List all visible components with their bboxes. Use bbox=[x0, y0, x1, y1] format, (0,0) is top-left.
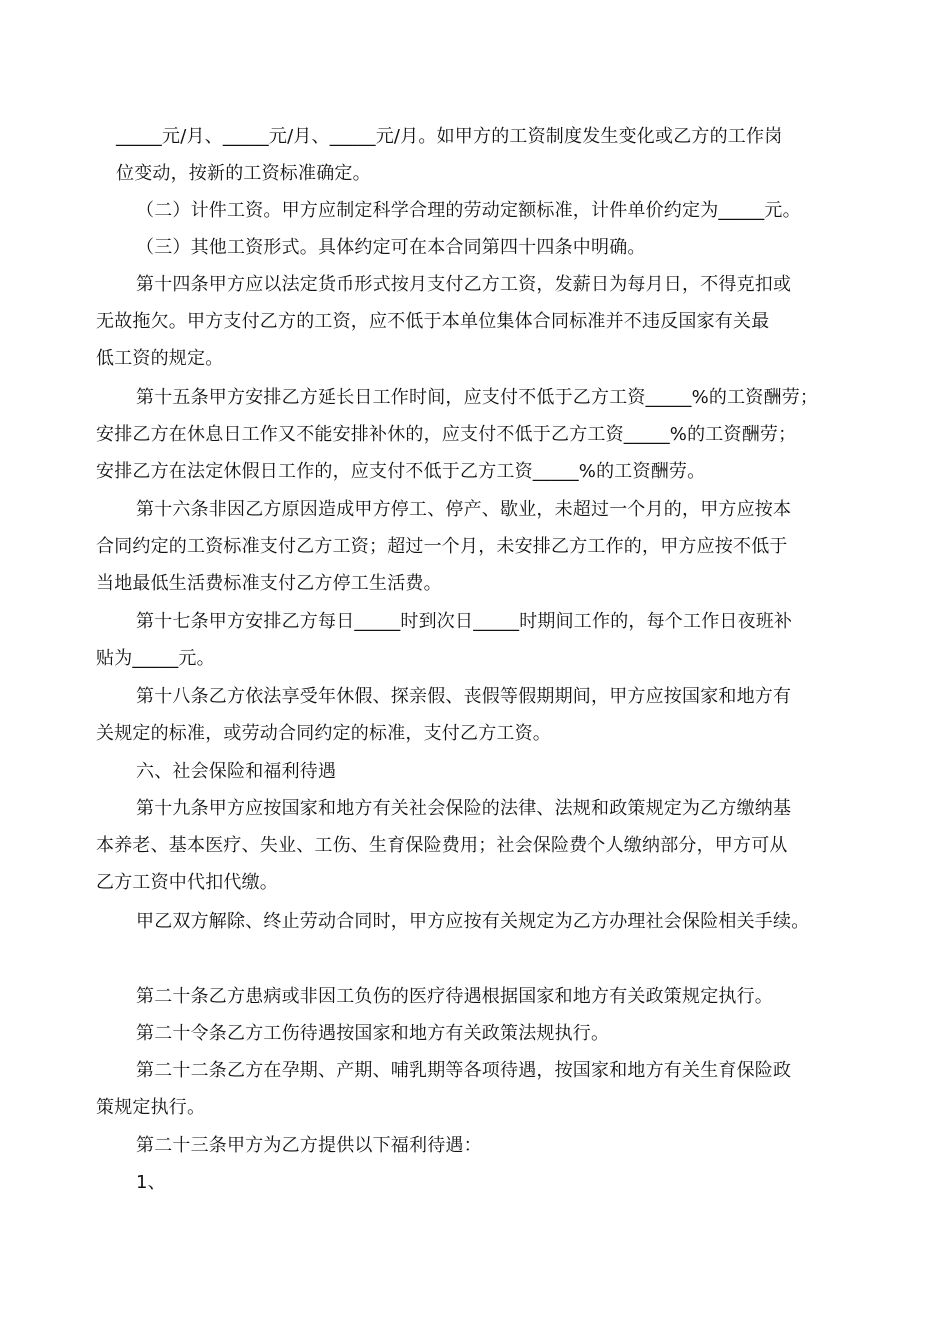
text-line: 位变动，按新的工资标准确定。 bbox=[116, 163, 371, 184]
text-line: 安排乙方在休息日工作又不能安排补休的，应支付不低于乙方工资_____%的工资酬劳； bbox=[96, 424, 797, 445]
text-line: 第二十令条乙方工伤待遇按国家和地方有关政策法规执行。 bbox=[136, 1023, 610, 1044]
paragraph-article-21 bbox=[116, 1015, 846, 1052]
text-line: 甲乙双方解除、终止劳动合同时，甲方应按有关规定为乙方办理社会保险相关手续。 bbox=[136, 911, 810, 932]
section-heading-social-insurance bbox=[116, 753, 846, 790]
text-line: 合同约定的工资标准支付乙方工资；超过一个月，未安排乙方工作的，甲方应按不低于 bbox=[96, 536, 788, 557]
text-line: 第十六条非因乙方原因造成甲方停工、停产、歇业，未超过一个月的，甲方应按本 bbox=[136, 499, 792, 520]
text-line: 策规定执行。 bbox=[96, 1097, 206, 1118]
text-line: 低工资的规定。 bbox=[96, 348, 224, 369]
text-line: _____元/月、_____元/月、_____元/月。如甲方的工资制度发生变化或乙方的工作岗 bbox=[116, 126, 783, 147]
paragraph-piece-wage bbox=[116, 192, 846, 229]
paragraph-article-15 bbox=[96, 379, 846, 490]
paragraph-article-18 bbox=[96, 678, 846, 752]
text-line: 关规定的标准，或劳动合同约定的标准，支付乙方工资。 bbox=[96, 723, 551, 744]
list-item-1 bbox=[116, 1164, 846, 1201]
paragraph-other-wage bbox=[116, 229, 846, 266]
text-line: （二）计件工资。甲方应制定科学合理的劳动定额标准，计件单价约定为_____元。 bbox=[136, 200, 801, 221]
paragraph-article-19 bbox=[96, 790, 846, 901]
text-line: 六、社会保险和福利待遇 bbox=[136, 761, 337, 782]
text-line: 1、 bbox=[136, 1172, 166, 1193]
paragraph-wage-standard bbox=[116, 118, 846, 192]
text-line: 第二十条乙方患病或非因工负伤的医疗待遇根据国家和地方有关政策规定执行。 bbox=[136, 986, 773, 1007]
text-line: 乙方工资中代扣代缴。 bbox=[96, 872, 278, 893]
text-line: 第十九条甲方应按国家和地方有关社会保险的法律、法规和政策规定为乙方缴纳基 bbox=[136, 798, 792, 819]
paragraph-article-20 bbox=[116, 978, 846, 1015]
text-line: 第十七条甲方安排乙方每日_____时到次日_____时期间工作的，每个工作日夜班补 bbox=[136, 611, 793, 632]
text-line: 无故拖欠。甲方支付乙方的工资，应不低于本单位集体合同标准并不违反国家有关最 bbox=[96, 311, 770, 332]
text-line: 本养老、基本医疗、失业、工伤、生育保险费用；社会保险费个人缴纳部分，甲方可从 bbox=[96, 835, 788, 856]
paragraph-article-23 bbox=[116, 1127, 846, 1164]
text-line: 第十五条甲方安排乙方延长日工作时间，应支付不低于乙方工资_____%的工资酬劳； bbox=[136, 387, 819, 408]
text-line: 第二十二条乙方在孕期、产期、哺乳期等各项待遇，按国家和地方有关生育保险政 bbox=[136, 1060, 792, 1081]
paragraph-article-22 bbox=[96, 1052, 846, 1126]
text-line: 第二十三条甲方为乙方提供以下福利待遇： bbox=[136, 1135, 482, 1156]
text-line: 第十四条甲方应以法定货币形式按月支付乙方工资，发薪日为每月日，不得克扣或 bbox=[136, 274, 792, 295]
text-line: 当地最低生活费标准支付乙方停工生活费。 bbox=[96, 573, 442, 594]
paragraph-termination-insurance bbox=[116, 903, 846, 940]
text-line: （三）其他工资形式。具体约定可在本合同第四十四条中明确。 bbox=[136, 237, 646, 258]
paragraph-article-17 bbox=[96, 603, 846, 677]
paragraph-article-16 bbox=[96, 491, 846, 602]
text-line: 第十八条乙方依法享受年休假、探亲假、丧假等假期期间，甲方应按国家和地方有 bbox=[136, 686, 792, 707]
paragraph-article-14 bbox=[96, 266, 846, 377]
text-line: 贴为_____元。 bbox=[96, 648, 215, 669]
text-line: 安排乙方在法定休假日工作的，应支付不低于乙方工资_____%的工资酬劳。 bbox=[96, 461, 706, 482]
